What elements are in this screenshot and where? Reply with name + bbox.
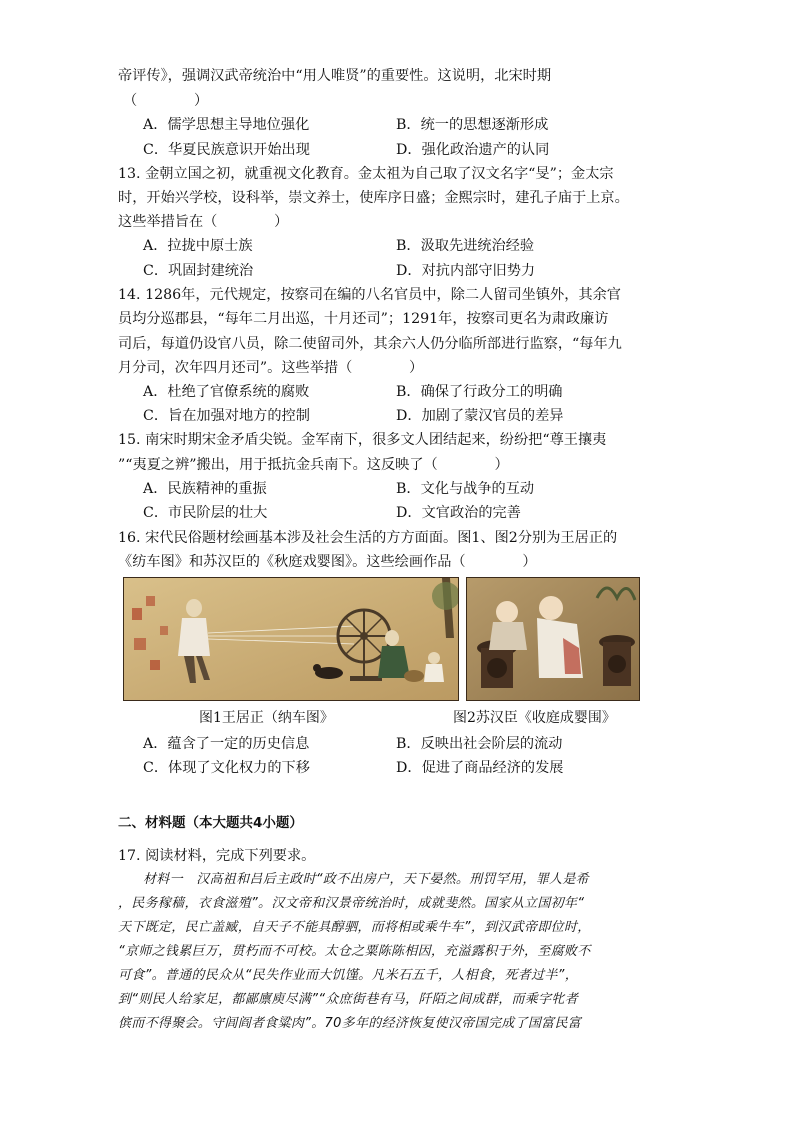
q15-option-c: C．市民阶层的壮大 <box>143 505 268 521</box>
q13-stem-line-3: 这些举措旨在（ ） <box>118 214 289 230</box>
q16-option-c: C．体现了文化权力的下移 <box>143 760 310 776</box>
q16-stem-line-1: 16. 宋代民俗题材绘画基本涉及社会生活的方方面面。图1、图2分别为王居正的 <box>118 530 618 546</box>
q15-option-b: B．文化与战争的互动 <box>396 481 535 497</box>
q16-option-a: A．蕴含了一定的历史信息 <box>143 736 310 752</box>
painting-children-at-play <box>466 577 640 701</box>
material-line-2: ，民务稼穑，衣食滋殖”。汉文帝和汉景帝统治时，成就斐然。国家从立国初年“ <box>118 896 585 911</box>
q13-option-c: C．巩固封建统治 <box>143 263 254 279</box>
q15-option-d: D．文官政治的完善 <box>396 505 521 521</box>
material-line-4: “京师之钱累巨万，贯朽而不可校。太仓之粟陈陈相因，充溢露积于外，至腐败不 <box>118 944 591 959</box>
q12-stem-line-1: 帝评传》，强调汉武帝统治中“用人唯贤”的重要性。这说明，北宋时期 <box>118 68 552 84</box>
q14-stem-line-1: 14. 1286年，元代规定，按察司在编的八名官员中，除二人留司坐镇外，其余官 <box>118 287 621 303</box>
q12-option-d: D．强化政治遗产的认同 <box>396 142 550 158</box>
figure-1-caption: 图1王居正（纳车图》 <box>199 710 334 726</box>
painting-spinning-wheel <box>123 577 459 701</box>
q15-stem-line-2: ”“夷夏之辨”搬出，用于抵抗金兵南下。这反映了（ ） <box>118 457 509 473</box>
q15-stem-line-1: 15. 南宋时期宋金矛盾尖锐。金军南下，很多文人团结起来，纷纷把“尊王攘夷 <box>118 432 607 448</box>
q16-option-d: D．促进了商品经济的发展 <box>396 760 564 776</box>
material-line-5: 可食”。普通的民众从“民失作业而大饥馑。凡米石五千，人相食，死者过半”， <box>118 968 579 983</box>
q12-answer-blank: （ ） <box>123 93 209 109</box>
q14-stem-line-4: 月分司，次年四月还司”。这些举措（ ） <box>118 360 424 376</box>
material-line-6: 到“则民人给家足，都鄙廪庾尽满”“众庶街巷有马，阡陌之间成群，而乘字牝者 <box>118 992 579 1007</box>
q12-option-c: C．华夏民族意识开始出现 <box>143 142 310 158</box>
q17-instruction: 17. 阅读材料，完成下列要求。 <box>118 848 316 864</box>
q13-option-b: B．汲取先进统治经验 <box>396 238 535 254</box>
material-line-7: 傧而不得聚会。守闾阎者食粱肉”。70多年的经济恢复使汉帝国完成了国富民富 <box>118 1016 582 1031</box>
painting-children-at-play-art <box>467 578 639 700</box>
q14-option-c: C．旨在加强对地方的控制 <box>143 408 310 424</box>
q14-stem-line-2: 员均分巡郡县，“每年二月出巡，十月还司”；1291年，按察司更名为肃政廉访 <box>118 311 609 327</box>
q16-stem-line-2: 《纺车图》和苏汉臣的《秋庭戏婴图》。这些绘画作品（ ） <box>118 554 537 570</box>
q13-stem-line-1: 13. 金朝立国之初，就重视文化教育。金太祖为自己取了汉文名字“旻”；金太宗 <box>118 166 614 182</box>
section-2-heading: 二、材料题（本大题共4小题） <box>118 815 303 831</box>
q14-option-b: B．确保了行政分工的明确 <box>396 384 563 400</box>
q13-option-a: A．拉拢中原士族 <box>143 238 253 254</box>
q14-stem-line-3: 司后，每道仍设官八员，除二使留司外，其余六人仍分临所部进行监察，“每年九 <box>118 336 622 352</box>
figure-2-caption: 图2苏汉臣《收庭成婴围》 <box>453 710 616 726</box>
q12-option-b: B．统一的思想逐渐形成 <box>396 117 549 133</box>
q12-option-a: A．儒学思想主导地位强化 <box>143 117 310 133</box>
q13-stem-line-2: 时，开始兴学校，设科举，崇文养士，使库序日盛；金熙宗时，建孔子庙于上京。 <box>118 190 629 206</box>
q14-option-a: A．杜绝了官僚系统的腐败 <box>143 384 310 400</box>
q14-option-d: D．加剧了蒙汉官员的差异 <box>396 408 564 424</box>
q13-option-d: D．对抗内部守旧势力 <box>396 263 536 279</box>
material-line-3: 天下既定，民亡盖臧，自天子不能具醇驷，而将相或乘牛车”，到汉武帝即位时， <box>118 920 591 935</box>
material-line-1: 材料一 汉高祖和吕后主政时“政不出房户，天下晏然。刑罚罕用，罪人是希 <box>143 872 589 887</box>
q15-option-a: A．民族精神的重振 <box>143 481 267 497</box>
painting-spinning-wheel-art <box>124 578 458 700</box>
q16-option-b: B．反映出社会阶层的流动 <box>396 736 563 752</box>
